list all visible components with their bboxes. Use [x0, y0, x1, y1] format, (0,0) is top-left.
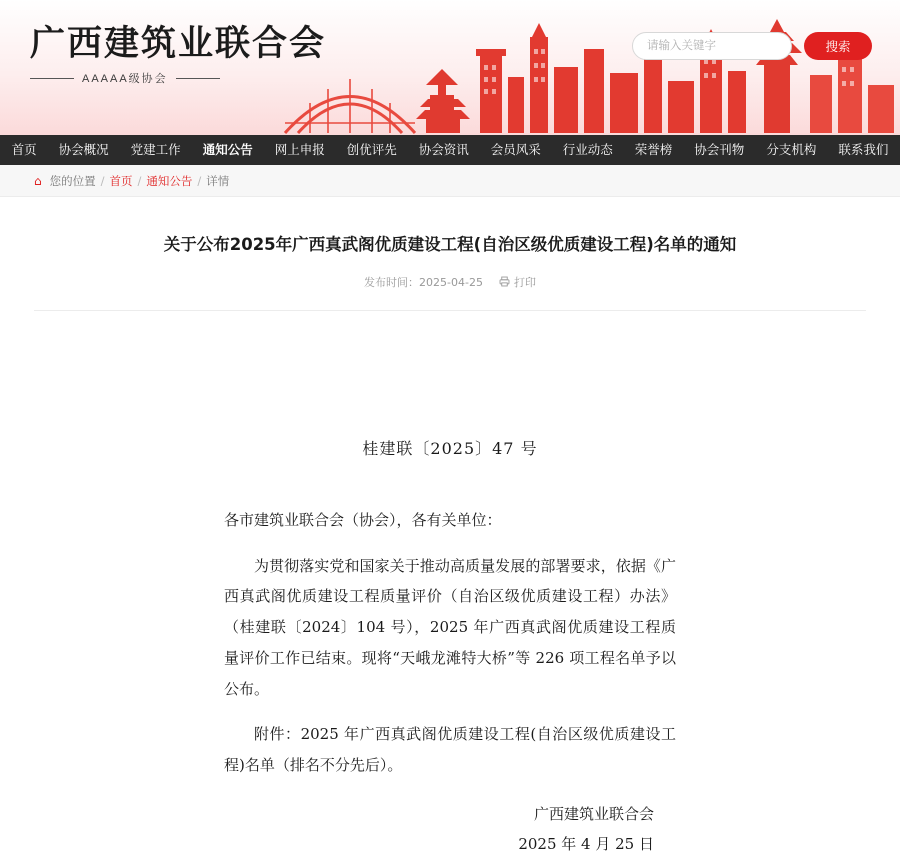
search-area	[632, 32, 872, 60]
nav-item-about[interactable]: 协会概况	[58, 142, 109, 157]
document-number: 桂建联〔2025〕47 号	[362, 438, 538, 458]
nav-item-branches[interactable]: 分支机构	[766, 142, 817, 157]
publish-time	[364, 274, 483, 290]
publish-time-label: 发布时间：	[364, 275, 420, 289]
breadcrumb-item-home[interactable]: 首页	[109, 173, 133, 188]
nav-item-contact[interactable]: 联系我们	[838, 142, 889, 157]
search-button[interactable]: 搜索	[804, 32, 872, 60]
site-logo[interactable]	[30, 24, 326, 86]
page-title: 关于公布2025年广西真武阁优质建设工程(自治区级优质建设工程)名单的通知	[163, 235, 737, 254]
nav-item-home[interactable]: 首页	[11, 142, 37, 157]
search-input[interactable]	[632, 32, 792, 60]
article-meta	[34, 274, 866, 290]
site-logo-title: 广西建筑业联合会	[30, 24, 327, 64]
breadcrumb-item-detail: 详情	[206, 173, 230, 188]
site-logo-subtitle	[30, 70, 326, 86]
breadcrumb	[0, 165, 900, 197]
publish-time-value: 2025-04-25	[419, 275, 483, 289]
article-divider	[34, 310, 866, 311]
nav-item-honor-roll[interactable]: 荣誉榜	[634, 142, 673, 157]
breadcrumb-item-notices[interactable]: 通知公告	[146, 173, 193, 188]
article-container	[0, 233, 900, 859]
logo-dash-left	[30, 78, 74, 79]
nav-item-notices[interactable]: 通知公告	[202, 142, 253, 157]
nav-item-publications[interactable]: 协会刊物	[694, 142, 745, 157]
nav-item-party-work[interactable]: 党建工作	[130, 142, 181, 157]
document-paragraph-2: 附件：2025 年广西真武阁优质建设工程(自治区级优质建设工程)名单（排名不分先后）。	[224, 725, 676, 774]
breadcrumb-separator-3: /	[197, 173, 202, 188]
nav-item-online-apply[interactable]: 网上申报	[274, 142, 325, 157]
breadcrumb-separator-2: /	[137, 173, 142, 188]
nav-item-awards-review[interactable]: 创优评先	[346, 142, 397, 157]
document-paragraph-1: 为贯彻落实党和国家关于推动高质量发展的部署要求，依据《广西真武阁优质建设工程质量评价（自治区级优质建设工程）办法》（桂建联〔2024〕104 号），2025 年广西真武阁优质建设工程质量评价工作已结束。现将“天峨龙滩特大桥”等 226 项工程名单予以公布。	[224, 556, 676, 698]
document-body	[34, 436, 866, 859]
home-icon: ⌂	[34, 173, 42, 188]
printer-icon	[499, 276, 510, 287]
breadcrumb-separator-1: /	[100, 173, 105, 188]
document-signature-date: 2025 年 4 月 25 日	[518, 834, 654, 853]
print-button[interactable]	[499, 274, 536, 290]
breadcrumb-prefix: 您的位置	[49, 173, 96, 188]
print-label: 打印	[513, 275, 536, 289]
nav-item-industry-trends[interactable]: 行业动态	[562, 142, 613, 157]
site-header	[0, 0, 900, 135]
nav-item-member-showcase[interactable]: 会员风采	[490, 142, 541, 157]
logo-dash-right	[176, 78, 220, 79]
logo-subtitle-text: AAAAA级协会	[82, 73, 168, 86]
document-salutation: 各市建筑业联合会（协会），各有关单位：	[224, 510, 502, 529]
document-signature-org: 广西建筑业联合会	[533, 804, 654, 823]
main-nav	[0, 135, 900, 165]
nav-item-association-news[interactable]: 协会资讯	[418, 142, 469, 157]
